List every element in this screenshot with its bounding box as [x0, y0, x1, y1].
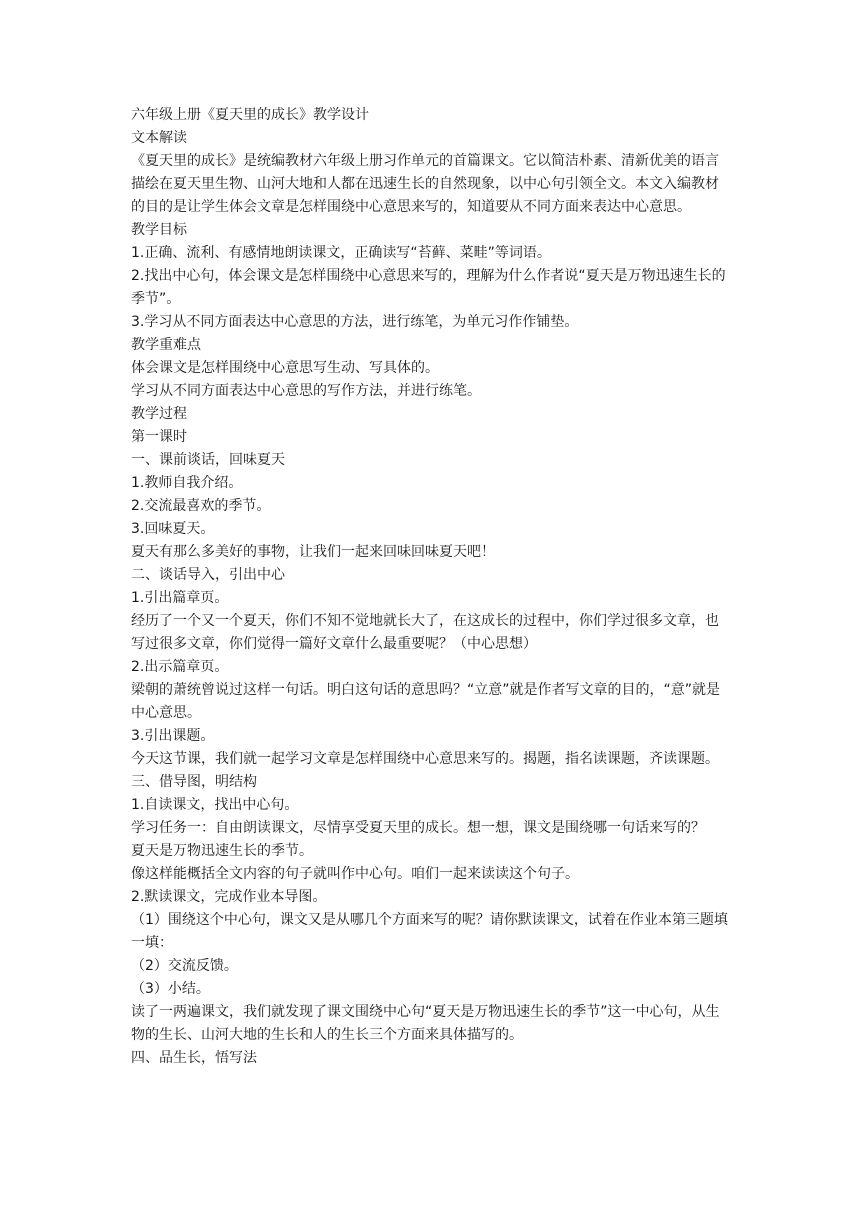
step-1-text: 夏天有那么多美好的事物，让我们一起来回味回味夏天吧！	[131, 544, 495, 560]
step-2-text-1: 经历了一个又一个夏天，你们不知不觉地就长大了，在这成长的过程中，你们学过很多文章，也写过很多文章，你们觉得一篇好文章什么最重要呢？（中心思想）	[131, 613, 719, 652]
step-2-item-1: 1.引出篇章页。	[131, 590, 229, 606]
step-3-item-1: 1.自读课文，找出中心句。	[131, 797, 299, 813]
step-3-summary: 读了一两遍课文，我们就发现了课文围绕中心句“夏天是万物迅速生长的季节”这一中心句，从生物的生长、山河大地的生长和人的生长三个方面来具体描写的。	[131, 1004, 720, 1043]
goal-item-3: 3.学习从不同方面表达中心意思的方法，进行练笔，为单元习作作铺垫。	[131, 314, 579, 330]
step-3-text-1: 像这样能概括全文内容的句子就叫作中心句。咱们一起来读读这个句子。	[131, 866, 579, 882]
lesson-heading-first: 第一课时	[131, 429, 187, 445]
document-body	[131, 104, 731, 1070]
section-heading-teaching-goals: 教学目标	[131, 222, 187, 238]
section-heading-process: 教学过程	[131, 406, 187, 422]
step-heading-2: 二、谈话导入，引出中心	[131, 567, 285, 583]
step-1-item-2: 2.交流最喜欢的季节。	[131, 498, 271, 514]
goal-item-1: 1.正确、流利、有感情地朗读课文，正确读写“苔藓、菜畦”等词语。	[131, 245, 551, 261]
step-heading-4: 四、品生长，悟写法	[131, 1050, 257, 1066]
key-point-2: 学习从不同方面表达中心意思的写作方法，并进行练笔。	[131, 383, 481, 399]
central-sentence: 夏天是万物迅速生长的季节。	[131, 843, 313, 859]
paragraph-text-analysis: 《夏天里的成长》是统编教材六年级上册习作单元的首篇课文。它以简洁朴素、清新优美的语言描绘在夏天里生物、山河大地和人都在迅速生长的自然现象，以中心句引领全文。本文入编教材的目的是让学生体会文章是怎样围绕中心意思来写的，知道要从不同方面来表达中心意思。	[131, 153, 719, 215]
goal-item-2: 2.找出中心句，体会课文是怎样围绕中心意思来写的，理解为什么作者说“夏天是万物迅速生长的季节”。	[131, 268, 726, 307]
step-2-item-2: 2.出示篇章页。	[131, 659, 229, 675]
step-3-task-1: 学习任务一：自由朗读课文，尽情享受夏天里的成长。想一想，课文是围绕哪一句话来写的？	[131, 820, 705, 836]
step-heading-3: 三、借导图，明结构	[131, 774, 257, 790]
step-heading-1: 一、课前谈话，回味夏天	[131, 452, 285, 468]
section-heading-key-points: 教学重难点	[131, 337, 201, 353]
step-3-item-2: 2.默读课文，完成作业本导图。	[131, 889, 327, 905]
step-2-text-3: 今天这节课，我们就一起学习文章是怎样围绕中心意思来写的。揭题，指名读课题，齐读课题。	[131, 751, 719, 767]
document-title: 六年级上册《夏天里的成长》教学设计	[131, 107, 369, 123]
step-1-item-3: 3.回味夏天。	[131, 521, 215, 537]
step-3-subitem-2: （2）交流反馈。	[131, 958, 238, 974]
key-point-1: 体会课文是怎样围绕中心意思写生动、写具体的。	[131, 360, 439, 376]
section-heading-text-analysis: 文本解读	[131, 130, 187, 146]
step-3-subitem-3: （3）小结。	[131, 981, 210, 997]
step-2-text-2: 梁朝的萧统曾说过这样一句话。明白这句话的意思吗？“立意”就是作者写文章的目的，“意”就是中心意思。	[131, 682, 721, 721]
step-3-subitem-1: （1）围绕这个中心句，课文又是从哪几个方面来写的呢？请你默读课文，试着在作业本第三题填一填：	[131, 912, 728, 951]
step-2-item-3: 3.引出课题。	[131, 728, 215, 744]
step-1-item-1: 1.教师自我介绍。	[131, 475, 243, 491]
